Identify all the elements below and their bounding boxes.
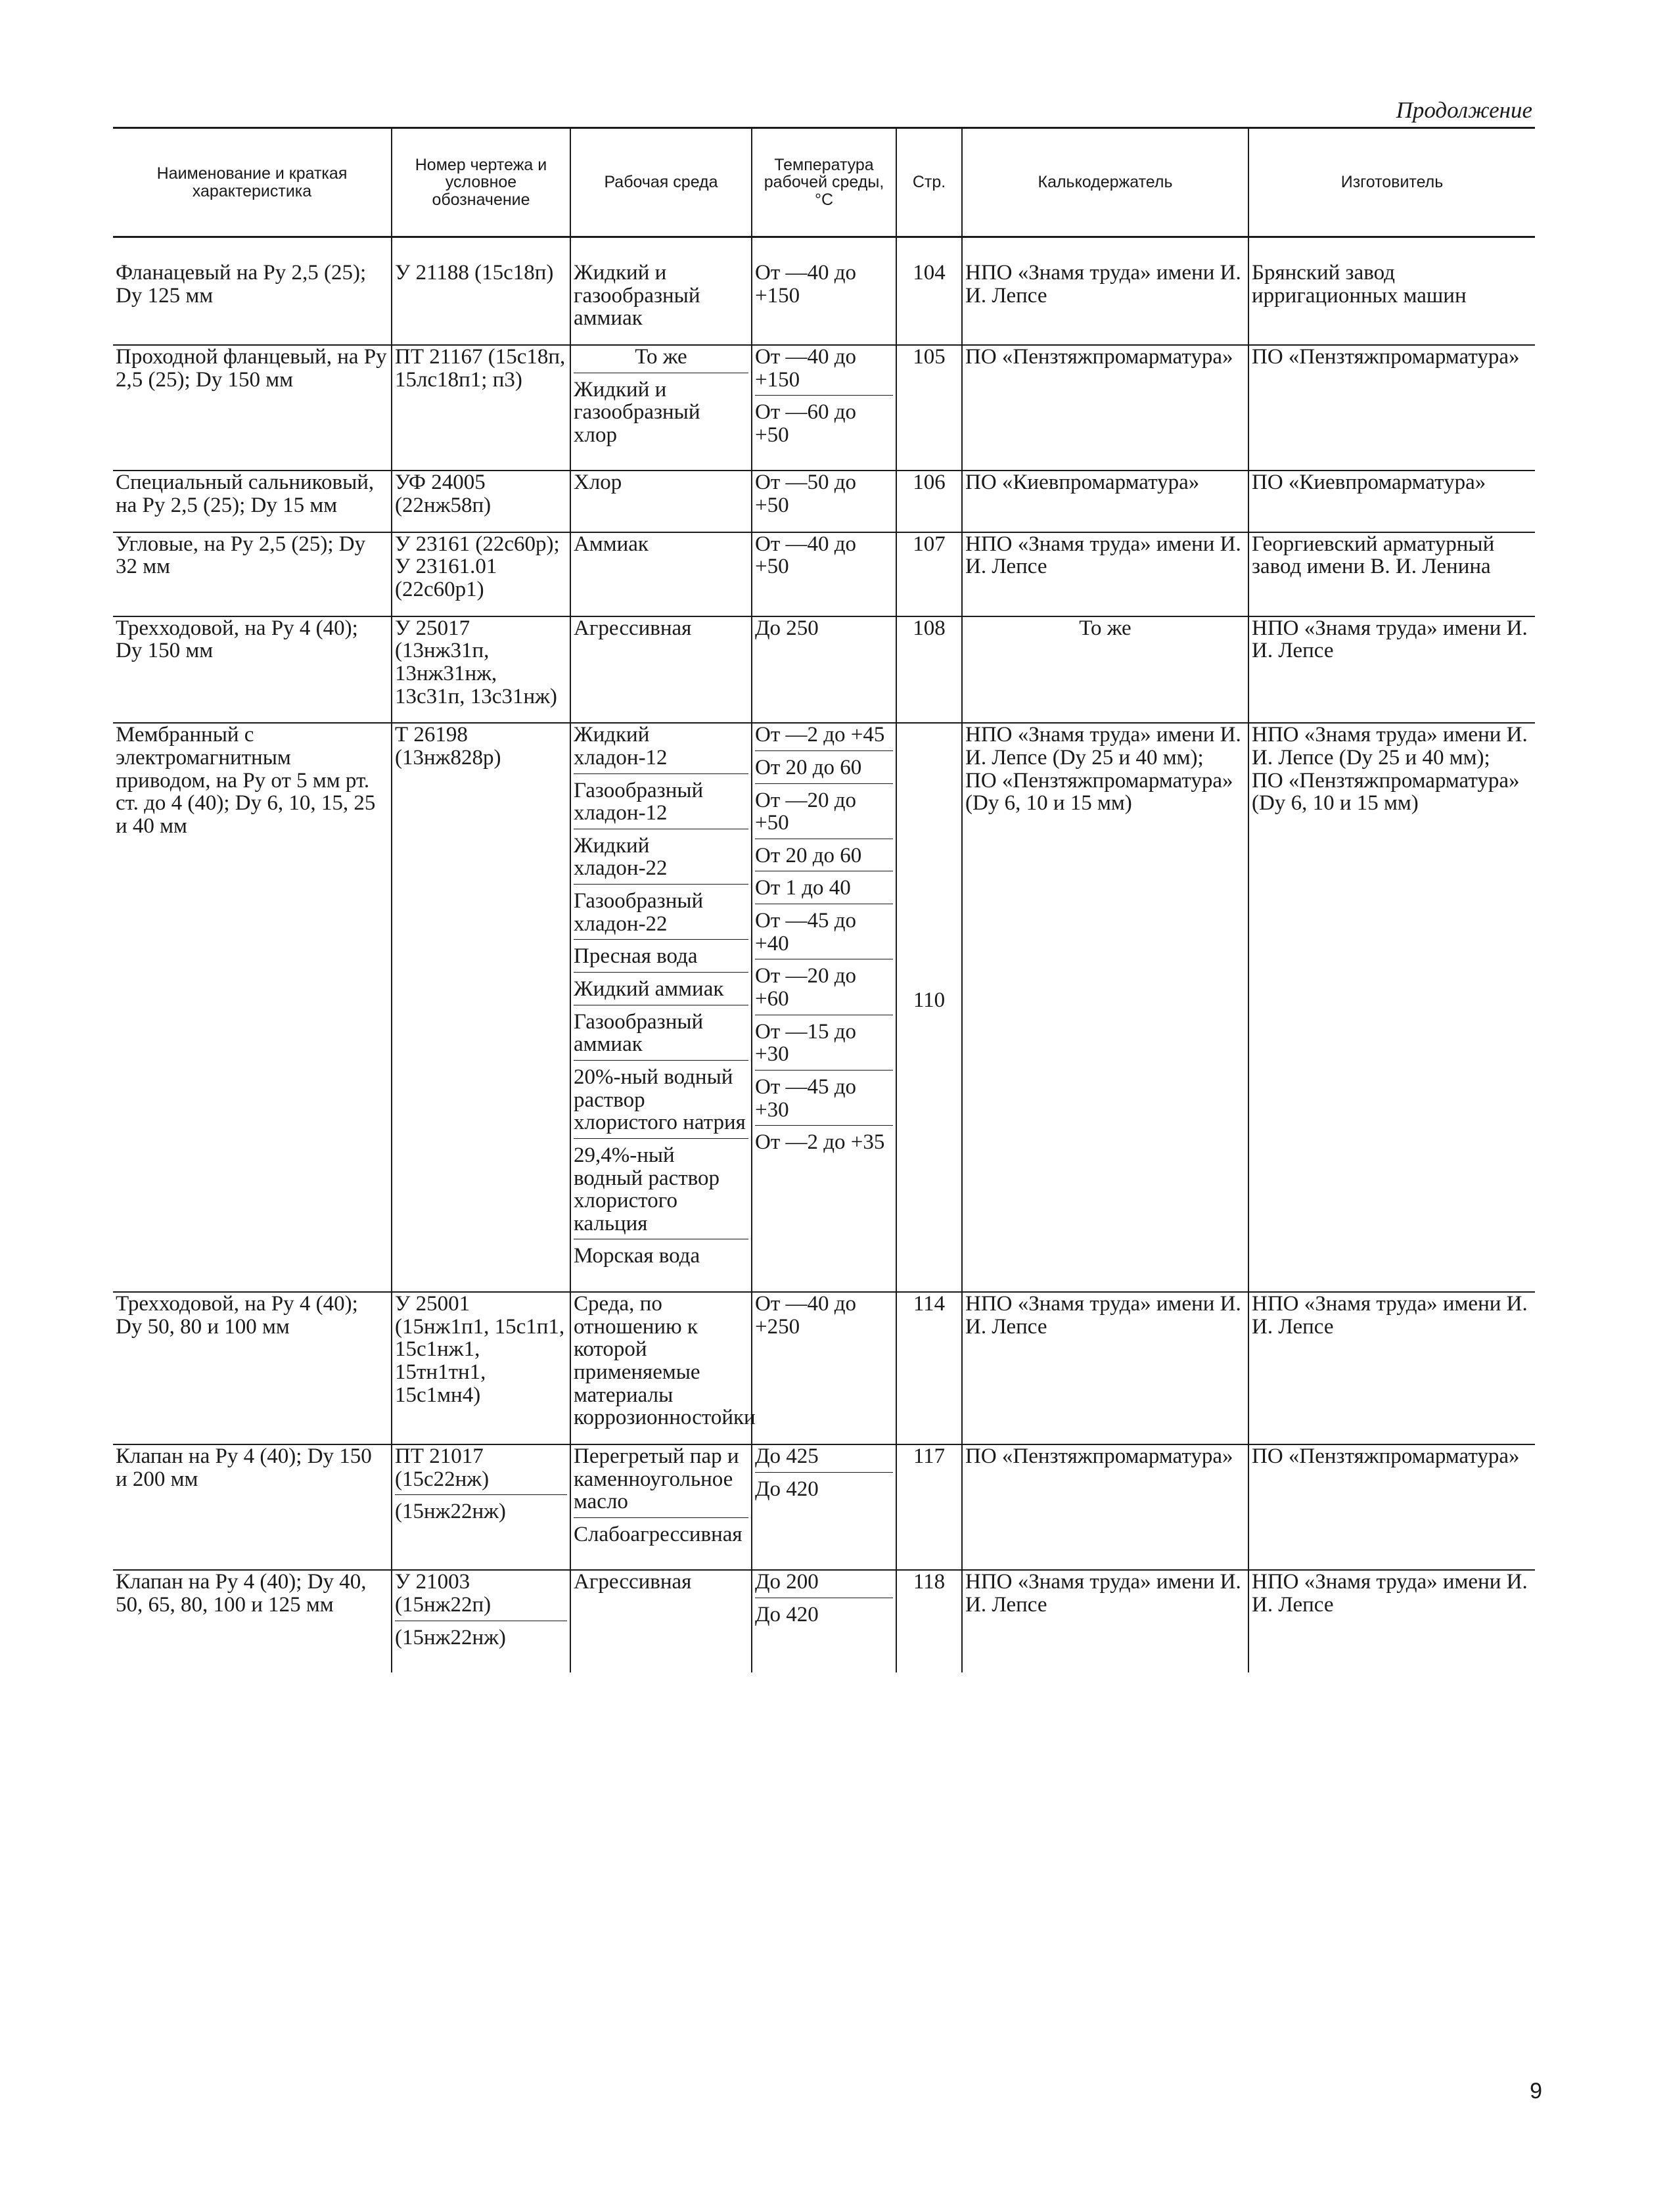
holder-cell — [962, 532, 1248, 616]
holder-name: НПО «Знамя труда» имени И. И. Лепсе (Dу 25 и 40 мм); ПО «Пензтяжпромарматура» (Dу 6, 10 и 15 мм) — [965, 723, 1241, 816]
header-drawing: Номер чертежа и условное обозначение — [392, 129, 570, 237]
holder-name: ПО «Пензтяжпромарматура» — [965, 1444, 1233, 1468]
maker-name: НПО «Знамя труда» имени И. И. Лепсе — [1252, 616, 1528, 663]
maker-cell — [1248, 345, 1535, 471]
header-media: Рабочая среда — [570, 129, 752, 237]
holder-name: НПО «Знамя труда» имени И. И. Лепсе — [965, 1292, 1241, 1339]
temperature-range: До 250 — [755, 616, 819, 640]
drawing-cell — [392, 532, 570, 616]
working-medium: Жидкий аммиак — [574, 978, 748, 1005]
continuation-label: Продолжение — [1396, 97, 1532, 123]
header-name: Наименование и краткая характеристика — [156, 164, 348, 200]
page-ref: 106 — [913, 471, 946, 495]
temperature-cell — [752, 1444, 896, 1571]
page-cell — [896, 237, 962, 345]
name-cell — [113, 1444, 392, 1571]
name-cell — [113, 237, 392, 345]
page-ref: 105 — [913, 344, 946, 369]
holder-cell — [962, 1444, 1248, 1571]
page-ref: 104 — [913, 261, 946, 285]
holder-name: НПО «Знамя труда» имени И. И. Лепсе — [965, 1570, 1241, 1617]
working-medium: 20%-ный водный раствор хлористого натрия — [574, 1066, 748, 1139]
media-cell — [570, 532, 752, 616]
item-name: Трехходовой, на Pу 4 (40); Dу 50, 80 и 100 мм — [116, 1292, 358, 1339]
page-number: 9 — [1530, 2079, 1542, 2104]
maker-cell — [1248, 1444, 1535, 1571]
working-medium: Аммиак — [574, 532, 649, 556]
working-medium: Жидкий и газообразный аммиак — [574, 261, 700, 331]
temperature-cell — [752, 532, 896, 616]
temperature-cell — [752, 345, 896, 471]
name-cell — [113, 471, 392, 532]
maker-name: НПО «Знамя труда» имени И. И. Лепсе — [1252, 1570, 1528, 1617]
drawing-number: УФ 24005 (22нж58п) — [395, 471, 492, 518]
holder-name: ПО «Киевпромарматура» — [965, 471, 1200, 495]
page-ref: 117 — [913, 1444, 946, 1468]
media-cell — [570, 1292, 756, 1444]
holder-cell — [962, 345, 1248, 471]
holder-name: НПО «Знамя труда» имени И. И. Лепсе — [965, 261, 1241, 308]
working-medium: Морская вода — [574, 1244, 700, 1268]
page-cell — [896, 1292, 962, 1444]
name-cell — [113, 1570, 392, 1672]
holder-cell — [962, 616, 1248, 724]
temperature-cell — [752, 616, 896, 724]
name-cell — [113, 723, 392, 1292]
page-cell — [896, 616, 962, 724]
drawing-number: У 21003 (15нж22п) — [395, 1571, 567, 1621]
media-cell — [570, 237, 752, 345]
item-name: Клапан на Pу 4 (40); Dу 40, 50, 65, 80, 100 и 125 мм — [116, 1570, 367, 1617]
holder-cell — [962, 237, 1248, 345]
name-cell — [113, 616, 392, 724]
drawing-cell — [392, 471, 570, 532]
drawing-cell — [392, 1570, 570, 1672]
page-cell — [896, 471, 962, 532]
maker-name: ПО «Пензтяжпромарматура» — [1252, 344, 1520, 369]
temperature-range: От —40 до +250 — [755, 1292, 857, 1339]
maker-cell — [1248, 723, 1535, 1292]
holder-cell — [962, 1292, 1248, 1444]
item-name: Фланацевый на Pу 2,5 (25); Dу 125 мм — [116, 261, 367, 308]
working-medium: Агрессивная — [574, 616, 692, 640]
drawing-cell — [392, 345, 570, 471]
maker-name: ПО «Киевпромарматура» — [1252, 471, 1486, 495]
media-cell — [570, 723, 752, 1292]
maker-cell — [1248, 1570, 1535, 1672]
drawing-number: (15нж22нж) — [395, 1625, 506, 1649]
page-ref: 118 — [913, 1570, 946, 1594]
temperature-range: От —20 до +50 — [755, 789, 893, 839]
page-ref: 108 — [913, 616, 946, 640]
working-medium: Газообразный хладон-12 — [574, 779, 748, 829]
header-page: Стр. — [896, 129, 962, 237]
working-medium: 29,4%-ный водный раствор хлористого кальция — [574, 1144, 748, 1240]
media-cell — [570, 1570, 752, 1672]
temperature-range: От 1 до 40 — [755, 877, 893, 904]
temperature-range: До 200 — [755, 1571, 893, 1598]
temperature-range: От —45 до +30 — [755, 1076, 893, 1126]
drawing-number: Т 26198 (13нж828р) — [395, 723, 501, 770]
item-name: Угловые, на Pу 2,5 (25); Dу 32 мм — [116, 532, 366, 579]
valve-table — [113, 129, 1535, 1672]
page-cell — [896, 532, 962, 616]
working-medium: Хлор — [574, 471, 622, 495]
item-name: Проходной фланцевый, на Pу 2,5 (25); Dу 150 мм — [116, 344, 387, 392]
drawing-cell — [392, 616, 570, 724]
temperature-range: От —40 до +50 — [755, 532, 857, 579]
temperature-range: От —15 до +30 — [755, 1021, 893, 1071]
item-name: Трехходовой, на Pу 4 (40); Dу 150 мм — [116, 616, 358, 663]
table-row — [113, 237, 1535, 345]
working-medium: Газообразный аммиак — [574, 1011, 748, 1061]
working-medium: Агрессивная — [574, 1570, 692, 1594]
table-row — [113, 532, 1535, 616]
temperature-range: От —45 до +40 — [755, 910, 893, 959]
page-ref: 110 — [913, 988, 946, 1012]
header-holder: Калькодержатель — [962, 129, 1248, 237]
temperature-cell — [752, 1292, 896, 1444]
maker-cell — [1248, 471, 1535, 532]
name-cell — [113, 1292, 392, 1444]
working-medium: Пресная вода — [574, 945, 748, 973]
working-medium: То же — [574, 346, 748, 373]
temperature-cell — [752, 723, 896, 1292]
temperature-cell — [752, 1570, 896, 1672]
drawing-number: (15нж22нж) — [395, 1500, 506, 1524]
table-row — [113, 1570, 1535, 1672]
temperature-range: От —2 до +45 — [755, 724, 893, 751]
working-medium: Перегретый пар и каменноугольное масло — [574, 1445, 748, 1518]
temperature-cell — [752, 471, 896, 532]
holder-cell — [962, 723, 1248, 1292]
maker-cell — [1248, 237, 1535, 345]
temperature-range: От —50 до +50 — [755, 471, 857, 518]
working-medium: Жидкий хладон-22 — [574, 835, 748, 885]
temperature-range: От 20 до 60 — [755, 756, 893, 784]
table-row — [113, 345, 1535, 471]
holder-name: НПО «Знамя труда» имени И. И. Лепсе — [965, 532, 1241, 579]
working-medium: Среда, по отношению к которой применяемые материалы коррозионностойки — [574, 1292, 756, 1430]
table-row — [113, 471, 1535, 532]
holder-cell — [962, 471, 1248, 532]
table-body — [113, 237, 1535, 1673]
working-medium: Слабоагрессивная — [574, 1522, 743, 1546]
drawing-cell — [392, 1292, 570, 1444]
maker-name: Брянский завод ирригационных машин — [1252, 261, 1467, 308]
maker-name: Георгиевский арматурный завод имени В. И. Ленина — [1252, 532, 1495, 579]
page-cell — [896, 1570, 962, 1672]
temperature-cell — [752, 237, 896, 345]
temperature-range: От —40 до +150 — [755, 346, 893, 396]
temperature-range: До 425 — [755, 1445, 893, 1473]
maker-name: ПО «Пензтяжпромарматура» — [1252, 1444, 1520, 1468]
page-cell — [896, 345, 962, 471]
table-row — [113, 616, 1535, 724]
name-cell — [113, 345, 392, 471]
page-ref: 114 — [913, 1292, 946, 1316]
item-name: Клапан на Pу 4 (40); Dу 150 и 200 мм — [116, 1444, 372, 1491]
temperature-range: От —60 до +50 — [755, 400, 857, 447]
drawing-number: У 21188 (15с18п) — [395, 261, 554, 285]
temperature-range: От —20 до +60 — [755, 965, 893, 1015]
working-medium: Жидкий хладон-12 — [574, 724, 748, 773]
item-name: Специальный сальниковый, на Pу 2,5 (25); Dу 15 мм — [116, 471, 375, 518]
temperature-range: До 420 — [755, 1477, 819, 1501]
header-row — [113, 129, 1535, 237]
drawing-number: У 25001 (15нж1п1, 15с1п1, 15с1нж1, 15тн1тн1, 15с1мн4) — [395, 1292, 565, 1407]
holder-cell — [962, 1570, 1248, 1672]
drawing-cell — [392, 723, 570, 1292]
header-maker: Изготовитель — [1248, 129, 1535, 237]
maker-name: НПО «Знамя труда» имени И. И. Лепсе (Dу 25 и 40 мм); ПО «Пензтяжпромарматура» (Dу 6, 10 и 15 мм) — [1252, 723, 1528, 816]
working-medium: Газообразный хладон-22 — [574, 890, 748, 940]
temperature-range: До 420 — [755, 1603, 819, 1627]
drawing-number: ПТ 21167 (15с18п, 15лс18п1; п3) — [395, 344, 566, 392]
holder-name: То же — [1079, 616, 1132, 640]
page-cell — [896, 1444, 962, 1571]
table-row — [113, 1292, 1535, 1444]
media-cell — [570, 345, 752, 471]
table-row — [113, 723, 1535, 1292]
temperature-range: От —2 до +35 — [755, 1130, 885, 1155]
drawing-cell — [392, 237, 570, 345]
media-cell — [570, 1444, 752, 1571]
temperature-range: От —40 до +150 — [755, 261, 857, 308]
header-temperature: Температура рабочей среды, °С — [752, 129, 896, 237]
drawing-number: У 23161 (22с60р); У 23161.01 (22с60р1) — [395, 532, 560, 602]
maker-cell — [1248, 1292, 1535, 1444]
maker-name: НПО «Знамя труда» имени И. И. Лепсе — [1252, 1292, 1528, 1339]
drawing-number: ПТ 21017 (15с22нж) — [395, 1445, 567, 1495]
page-cell — [896, 723, 962, 1292]
table-row — [113, 1444, 1535, 1571]
media-cell — [570, 471, 752, 532]
holder-name: ПО «Пензтяжпромарматура» — [965, 344, 1233, 369]
media-cell — [570, 616, 752, 724]
temperature-range: От 20 до 60 — [755, 844, 893, 872]
working-medium: Жидкий и газообразный хлор — [574, 377, 700, 447]
maker-cell — [1248, 616, 1535, 724]
page-ref: 107 — [913, 532, 946, 556]
item-name: Мембранный с электромагнитным приводом, на Pу от 5 мм рт. ст. до 4 (40); Dу 6, 10, 15, 25 и 40 мм — [116, 723, 376, 838]
name-cell — [113, 532, 392, 616]
drawing-cell — [392, 1444, 570, 1571]
maker-cell — [1248, 532, 1535, 616]
drawing-number: У 25017 (13нж31п, 13нж31нж, 13с31п, 13с31нж) — [395, 616, 557, 708]
